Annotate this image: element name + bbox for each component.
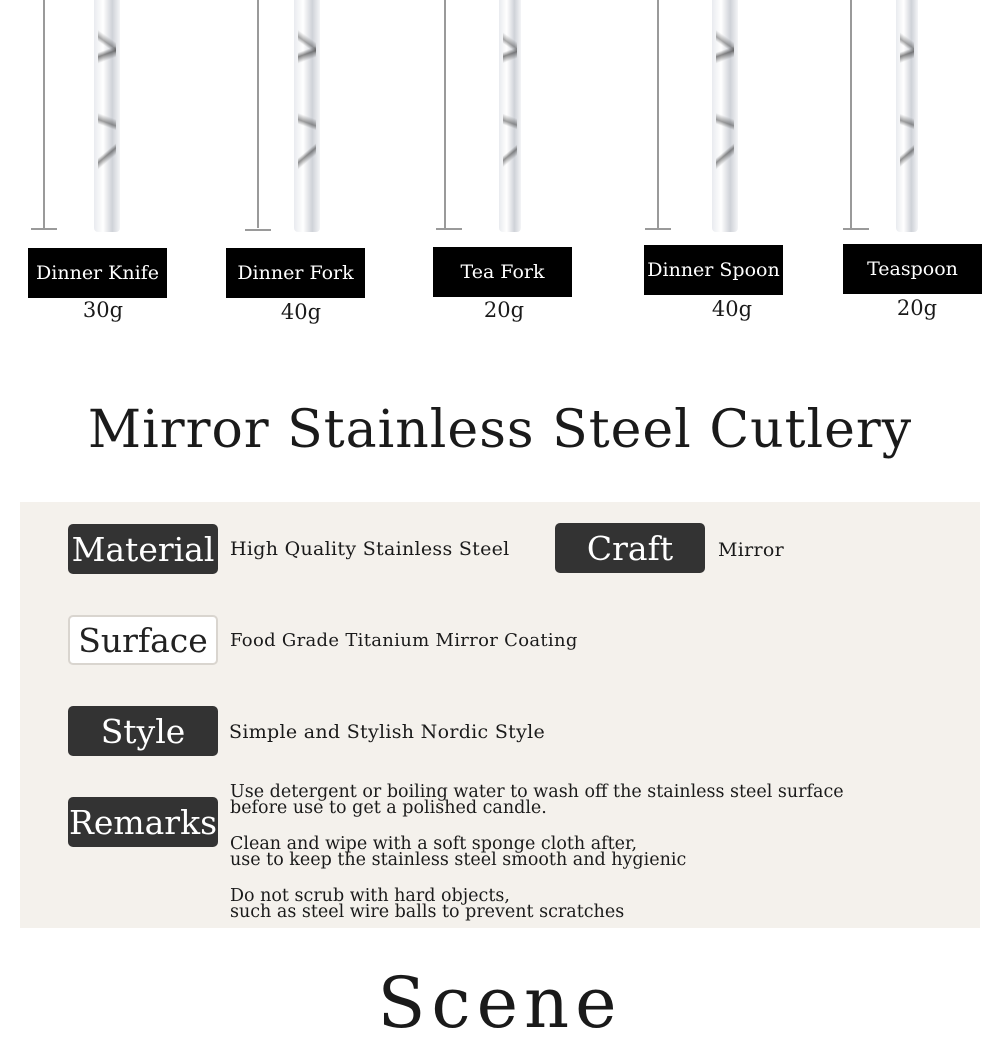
cutlery-handle-image <box>712 0 738 232</box>
cutlery-handle-image <box>294 0 320 232</box>
measure-ruler <box>257 0 259 228</box>
surface-value: Food Grade Titanium Mirror Coating <box>230 630 578 651</box>
remarks-tag: Remarks <box>68 797 218 847</box>
measure-ruler-foot <box>645 228 671 230</box>
remarks-text <box>230 784 844 940</box>
product-weight: 40g <box>711 297 753 321</box>
style-tag: Style <box>68 706 218 756</box>
product-name-label: Dinner Spoon <box>644 245 783 295</box>
product-name-label: Dinner Fork <box>226 248 365 298</box>
product-name-label: Dinner Knife <box>28 248 167 298</box>
measure-ruler-foot <box>843 228 869 230</box>
remarks-line: Clean and wipe with a soft sponge cloth after, use to keep the stainless steel smooth and hygienic <box>230 834 687 870</box>
product-tea-fork <box>433 0 603 340</box>
cutlery-handle-image <box>896 0 918 232</box>
product-dinner-fork <box>226 0 396 340</box>
measure-ruler <box>850 0 852 228</box>
product-weight: 20g <box>483 298 525 322</box>
material-value: High Quality Stainless Steel <box>230 538 510 560</box>
style-value: Simple and Stylish Nordic Style <box>229 721 546 743</box>
measure-ruler-foot <box>31 228 57 230</box>
product-name-label: Teaspoon <box>843 244 982 294</box>
spec-panel <box>20 502 980 928</box>
product-dinner-knife <box>28 0 198 340</box>
measure-ruler <box>43 0 45 228</box>
product-dinner-spoon <box>644 0 814 340</box>
measure-ruler-foot <box>436 228 462 230</box>
product-weight: 20g <box>896 296 938 320</box>
craft-value: Mirror <box>718 539 785 561</box>
surface-tag: Surface <box>68 615 218 665</box>
material-tag: Material <box>68 524 218 574</box>
measure-ruler-foot <box>245 229 271 231</box>
remarks-line: Use detergent or boiling water to wash off the stainless steel surface before use to get a polished candle. <box>230 782 844 818</box>
product-weight: 40g <box>280 300 322 324</box>
cutlery-handle-image <box>94 0 120 232</box>
section-title: Mirror Stainless Steel Cutlery <box>87 400 913 460</box>
cutlery-handle-image <box>499 0 521 232</box>
next-section-title: Scene <box>377 962 623 1044</box>
craft-tag: Craft <box>555 523 705 573</box>
product-name-label: Tea Fork <box>433 247 572 297</box>
remarks-line: Do not scrub with hard objects, such as steel wire balls to prevent scratches <box>230 886 625 922</box>
measure-ruler <box>444 0 446 228</box>
measure-ruler <box>657 0 659 228</box>
product-weight: 30g <box>82 298 124 322</box>
product-teaspoon <box>843 0 1000 340</box>
